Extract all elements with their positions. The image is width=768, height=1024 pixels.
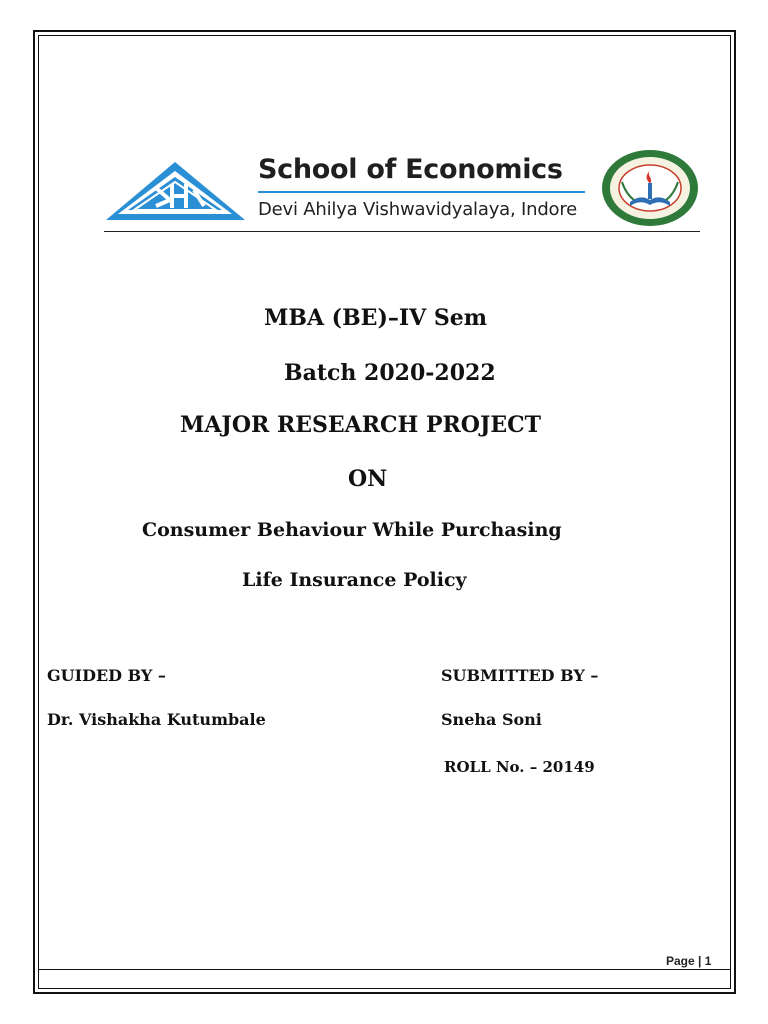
submitted-by-label: SUBMITTED BY –	[441, 666, 599, 685]
topic-line-1: Consumer Behaviour While Purchasing	[142, 519, 562, 541]
header-divider	[104, 231, 700, 232]
roll-number: ROLL No. – 20149	[444, 758, 595, 776]
on-label: ON	[348, 466, 388, 492]
topic-line-2: Life Insurance Policy	[242, 569, 467, 591]
school-name-underline	[258, 191, 585, 193]
school-of-economics-logo-icon	[104, 160, 247, 222]
batch-title: Batch 2020-2022	[284, 360, 496, 386]
page-number: Page | 1	[666, 954, 712, 968]
footer-divider	[38, 969, 731, 970]
university-name: Devi Ahilya Vishwavidyalaya, Indore	[258, 199, 578, 220]
school-name: School of Economics	[258, 154, 563, 185]
guided-by-label: GUIDED BY –	[47, 666, 166, 685]
guide-name: Dr. Vishakha Kutumbale	[47, 710, 266, 729]
project-heading: MAJOR RESEARCH PROJECT	[180, 412, 542, 438]
course-title: MBA (BE)–IV Sem	[264, 305, 488, 331]
submitter-name: Sneha Soni	[441, 710, 542, 729]
university-seal-icon	[600, 148, 701, 228]
